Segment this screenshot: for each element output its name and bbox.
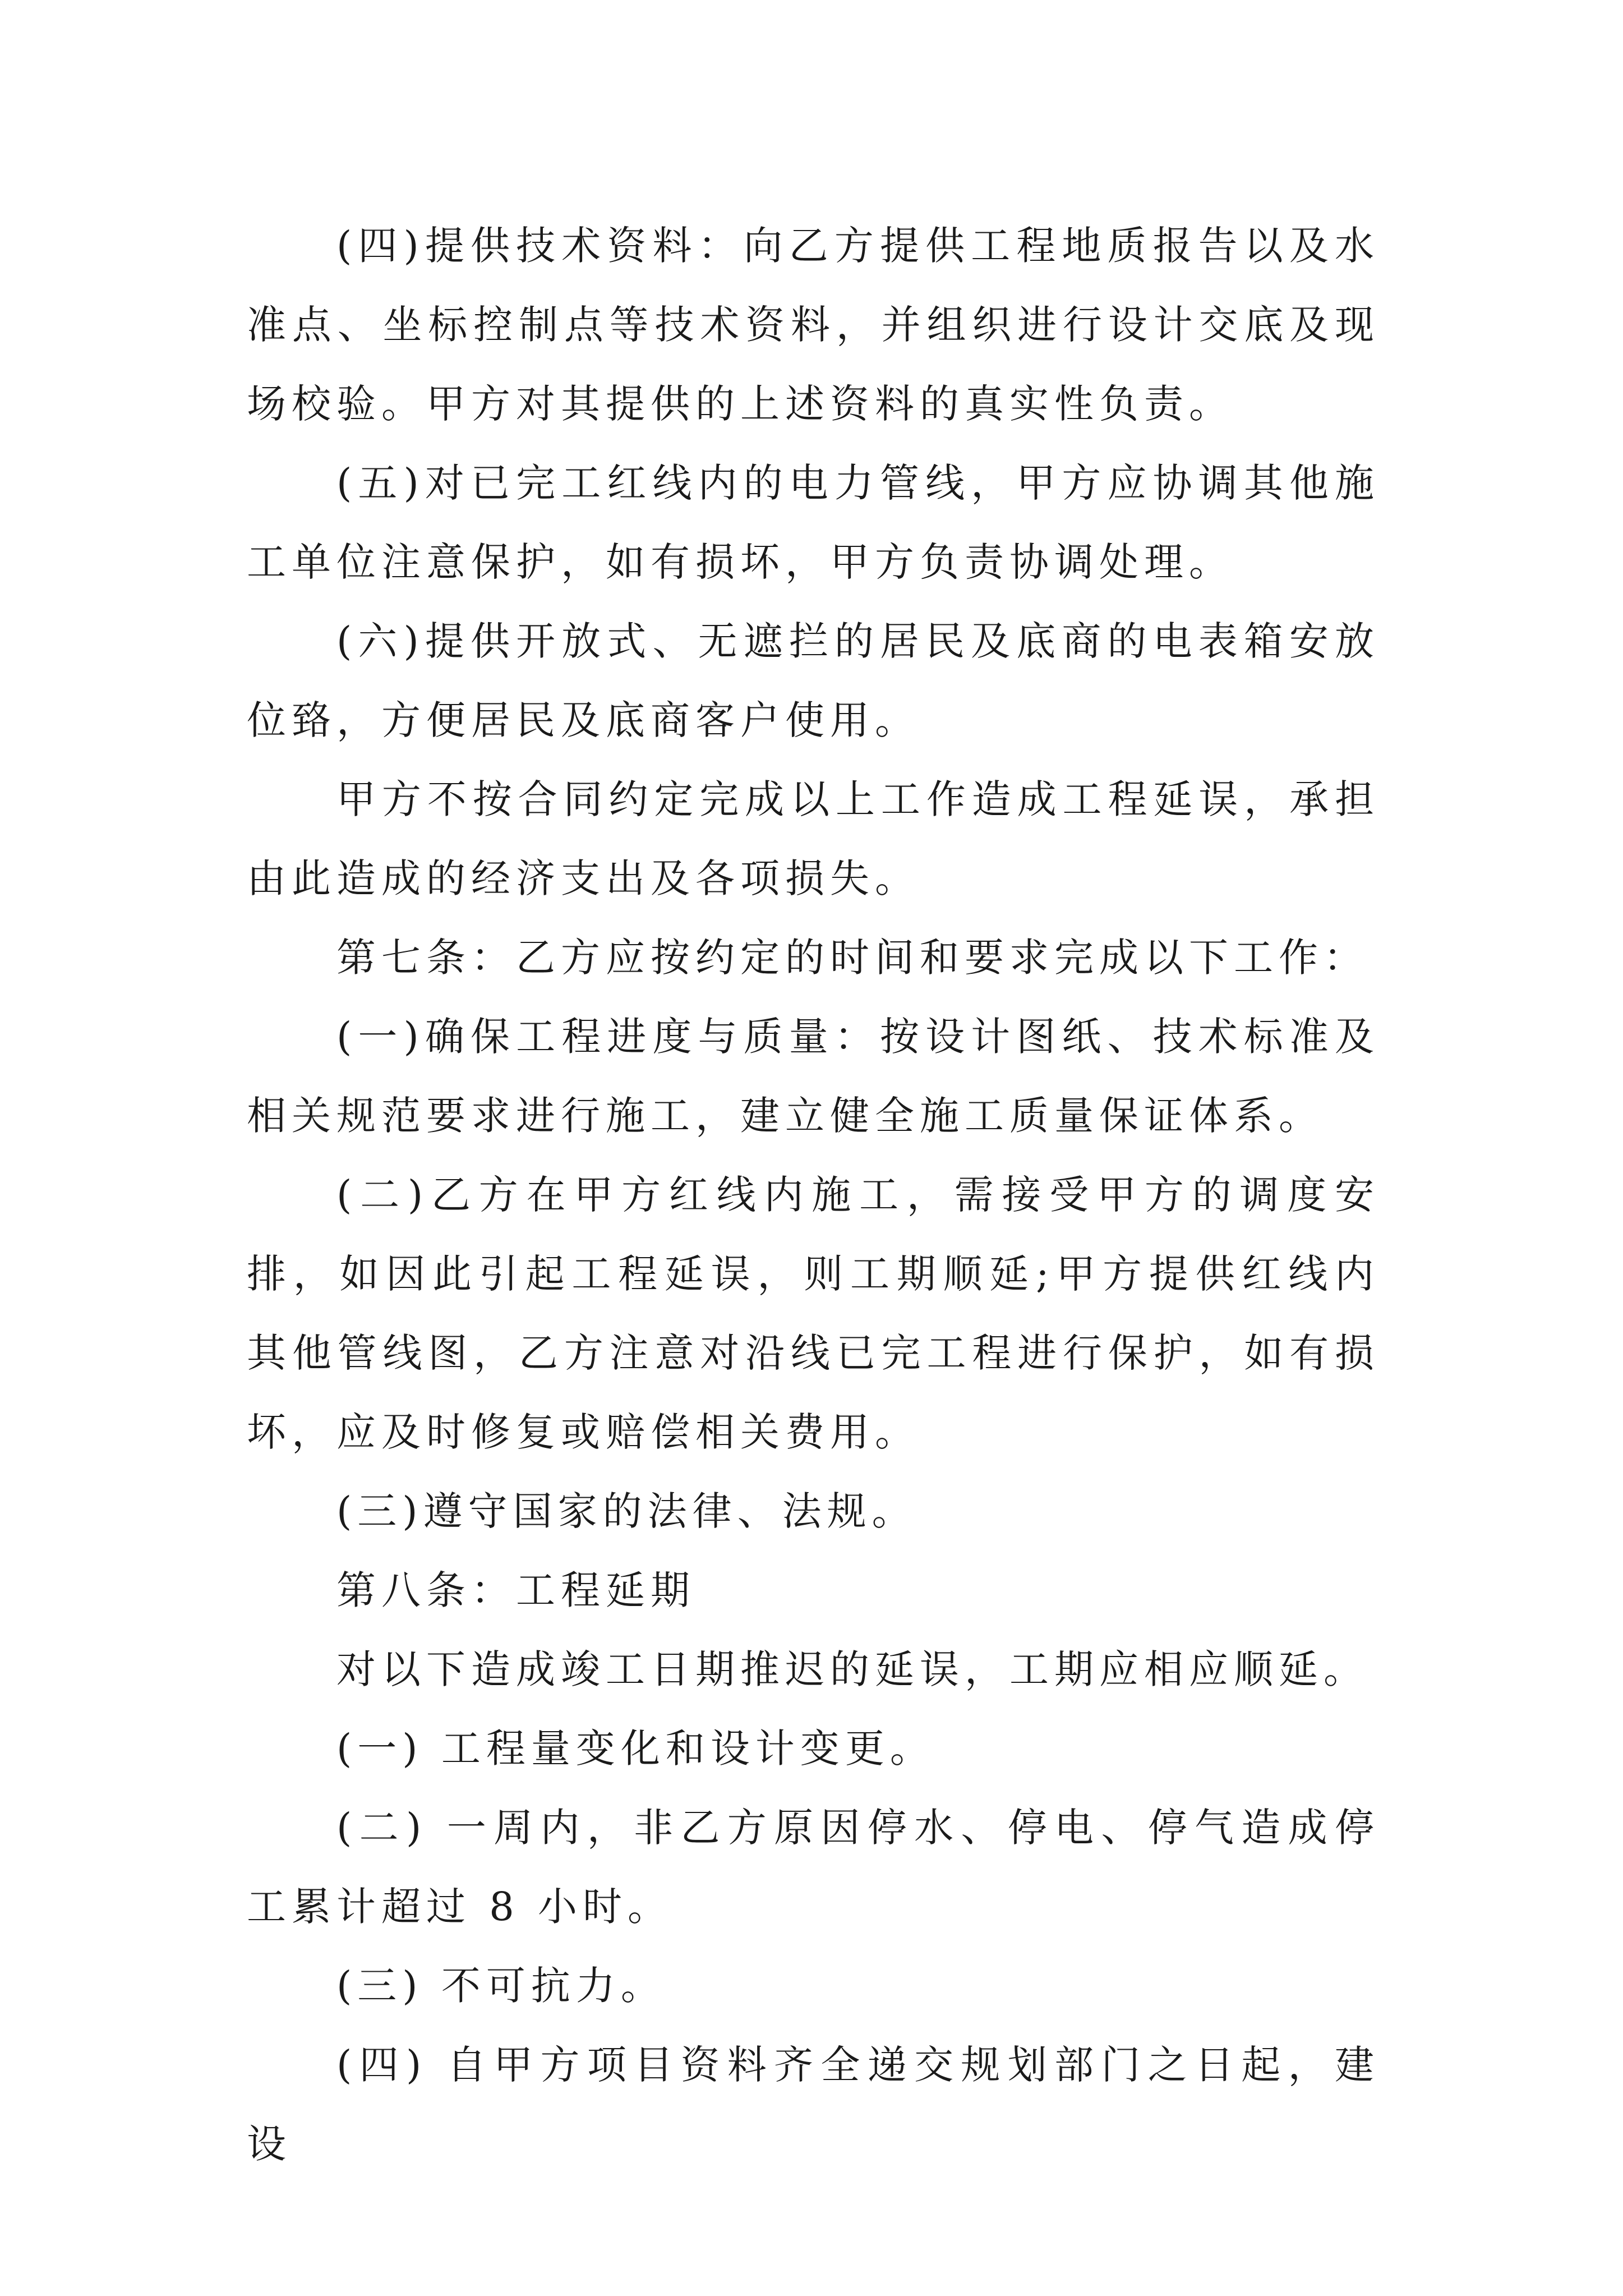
paragraph-technical-data: (四)提供技术资料：向乙方提供工程地质报告以及水准点、坐标控制点等技术资料，并组织进行设计交底及现场校验。甲方对其提供的上述资料的真实性负责。 bbox=[247, 223, 1380, 427]
paragraph-delay-item-2: (二) 一周内，非乙方原因停水、停电、停气造成停工累计超过 8 小时。 bbox=[247, 1805, 1380, 1930]
article-7-heading: 第七条：乙方应按约定的时间和要求完成以下工作： bbox=[336, 935, 1368, 981]
paragraph-delay-item-3: (三) 不可抗力。 bbox=[336, 1963, 666, 2009]
paragraph-law-compliance: (三)遵守国家的法律、法规。 bbox=[336, 1488, 917, 1534]
document-body bbox=[247, 206, 1380, 2184]
article-8-heading: 第八条：工程延期 bbox=[336, 1567, 695, 1613]
paragraph-party-a-liability: 甲方不按合同约定完成以上工作造成工程延误，承担由此造成的经济支出及各项损失。 bbox=[247, 776, 1380, 901]
paragraph-quality: (一)确保工程进度与质量：按设计图纸、技术标准及相关规范要求进行施工，建立健全施工质量保证体系。 bbox=[247, 1014, 1380, 1139]
paragraph-scheduling: (二)乙方在甲方红线内施工，需接受甲方的调度安排，如因此引起工程延误，则工期顺延;甲方提供红线内其他管线图，乙方注意对沿线已完工程进行保护，如有损坏，应及时修复或赔偿相关费用。 bbox=[247, 1172, 1380, 1455]
paragraph-meter-box: (六)提供开放式、无遮拦的居民及底商的电表箱安放位臵，方便居民及底商客户使用。 bbox=[247, 618, 1380, 743]
paragraph-pipeline-protection: (五)对已完工红线内的电力管线，甲方应协调其他施工单位注意保护，如有损坏，甲方负责协调处理。 bbox=[247, 460, 1380, 585]
paragraph-delay-intro: 对以下造成竣工日期推迟的延误，工期应相应顺延。 bbox=[336, 1646, 1368, 1692]
paragraph-delay-item-4: (四) 自甲方项目资料齐全递交规划部门之日起，建设 bbox=[247, 2042, 1380, 2167]
paragraph-delay-item-1: (一) 工程量变化和设计变更。 bbox=[336, 1726, 935, 1772]
